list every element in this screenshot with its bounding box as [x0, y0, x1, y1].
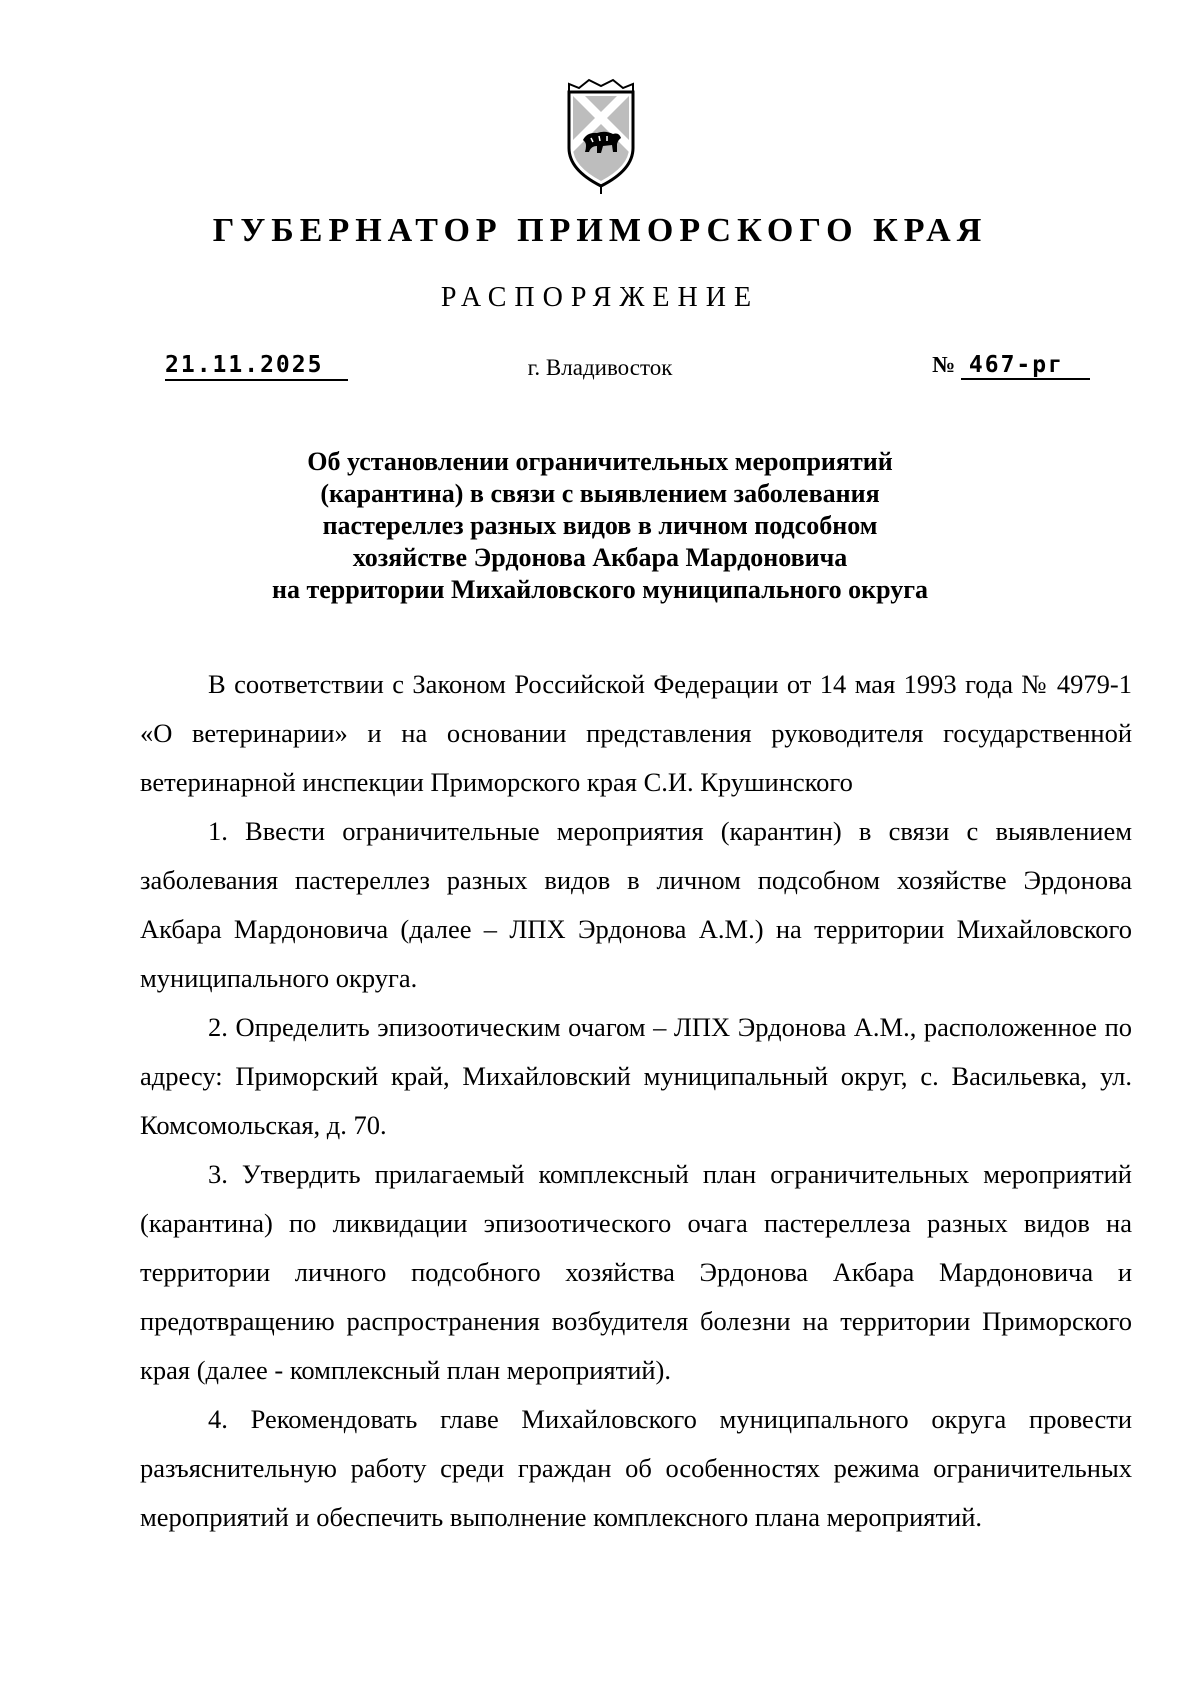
document-number	[932, 352, 1090, 380]
title-line: на территории Михайловского муниципального округа	[271, 575, 929, 604]
primorsky-krai-coat-of-arms-icon	[565, 78, 637, 196]
document-body	[140, 660, 1132, 1542]
issuing-authority: ГУБЕРНАТОР ПРИМОРСКОГО КРАЯ	[212, 212, 988, 249]
title-line: (карантина) в связи с выявлением заболевания	[320, 479, 880, 508]
document-city: г. Владивосток	[527, 355, 673, 380]
document-type: РАСПОРЯЖЕНИЕ	[440, 282, 760, 313]
document-title	[160, 446, 1040, 606]
clause-4-paragraph: 4. Рекомендовать главе Михайловского муниципального округа провести разъяснительную работу среди граждан об особенностях режима ограничительных мероприятий и обеспечить выполнение комплексного плана мероприятий.	[140, 1404, 1132, 1532]
clause-1-paragraph: 1. Ввести ограничительные мероприятия (карантин) в связи с выявлением заболевания пастереллез разных видов в личном подсобном хозяйстве Эрдонова Акбара Мардоновича (далее – ЛПХ Эрдонова А.М.) на территории Михайловского муниципального округа.	[140, 816, 1132, 993]
number-value: 467-рг	[961, 352, 1090, 380]
clause-2-paragraph: 2. Определить эпизоотическим очагом – ЛПХ Эрдонова А.М., расположенное по адресу: Приморский край, Михайловский муниципальный округ, с. Васильевка, ул. Комсомольская, д. 70.	[140, 1012, 1132, 1140]
clause-3-paragraph: 3. Утвердить прилагаемый комплексный план ограничительных мероприятий (карантина) по ликвидации эпизоотического очага пастереллеза разных видов на территории личного подсобного хозяйства Эрдонова Акбара Мардоновича и предотвращению распространения возбудителя болезни на территории Приморского края (далее - комплексный план мероприятий).	[140, 1159, 1132, 1385]
number-sign: №	[932, 352, 956, 377]
title-line: Об установлении ограничительных мероприятий	[307, 447, 893, 476]
title-line: пастереллез разных видов в личном подсобном	[322, 511, 878, 540]
title-line: хозяйстве Эрдонова Акбара Мардоновича	[352, 543, 848, 572]
document-date: 21.11.2025	[165, 352, 348, 381]
preamble-paragraph: В соответствии с Законом Российской Федерации от 14 мая 1993 года № 4979-1 «О ветеринарии» и на основании представления руководителя государственной ветеринарной инспекции Приморского края С.И. Крушинского	[140, 669, 1132, 797]
